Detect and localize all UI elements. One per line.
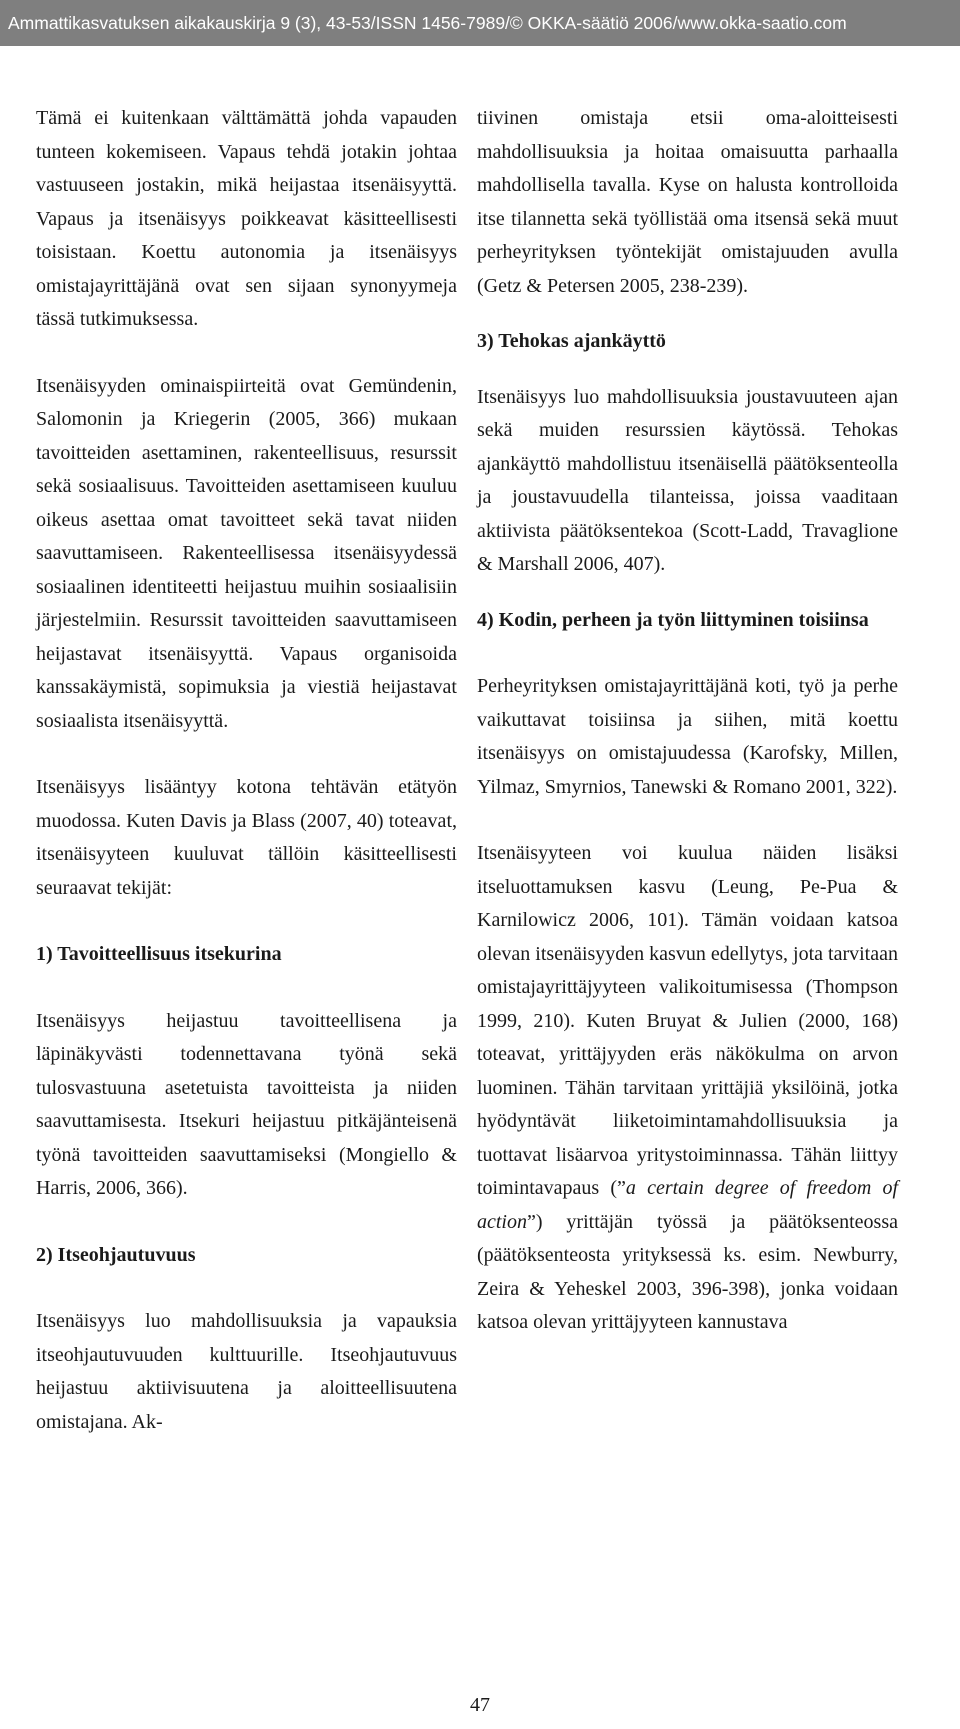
paragraph: Tämä ei kuitenkaan välttämättä johda vapauden tunteen kokemiseen. Vapaus tehdä jotakin johtaa vastuuseen jostakin, mikä heijastaa itsenäisyyttä. Vapaus ja itsenäisyys poikkeavat käsitteellisesti toisistaan. Koettu autonomia ja itsenäisyys omistajayrittäjänä ovat sen sijaan synonyymeja tässä tutkimuksessa.: [36, 107, 457, 330]
paragraph: Itsenäisyys heijastuu tavoitteellisena ja läpinäkyvästi todennettavana työnä sekä tulosvastuuna asetetuista tavoitteista ja niiden saavuttamisesta. Itsekuri heijastuu pitkäjänteisenä työnä tavoitteiden saavuttamiseksi (Mongiello & Harris, 2006, 366).: [36, 1009, 457, 1199]
right-column: [477, 102, 898, 1340]
left-column: [36, 102, 457, 1439]
quoted-phrase: a certain degree of freedom of action: [477, 1177, 898, 1233]
journal-header: Ammattikasvatuksen aikakauskirja 9 (3), 43-53/ISSN 1456-7989/© OKKA-säätiö 2006/www.okka-saatio.com: [0, 0, 960, 46]
text-run: ”) yrittäjän työssä ja päätöksenteossa (päätöksenteosta yrityksessä ks. esim. Newburry, Zeira & Yeheskel 2003, 396-398), jonka voidaan katsoa olevan yrittäjyyteen kannustava: [477, 1210, 898, 1333]
paragraph: tiivinen omistaja etsii oma-aloitteisesti mahdollisuuksia ja hoitaa omaisuutta parhaalla mahdollisella tavalla. Kyse on halusta kontrolloida itse tilannetta sekä työllistää oma itsensä sekä muut perheyrityksen työntekijät omistajuuden avulla (Getz & Petersen 2005, 238-239).: [477, 107, 898, 297]
section-heading: 3) Tehokas ajankäyttö: [477, 330, 666, 352]
paragraph: Itsenäisyys lisääntyy kotona tehtävän etätyön muodossa. Kuten Davis ja Blass (2007, 40) toteavat, itsenäisyyteen kuuluvat tällöin käsitteellisesti seuraavat tekijät:: [36, 776, 457, 899]
section-heading: 1) Tavoitteellisuus itsekurina: [36, 943, 282, 965]
paragraph: Itsenäisyys luo mahdollisuuksia joustavuuteen ajan sekä muiden resurssien käytössä. Tehokas ajankäyttö mahdollistuu itsenäisellä päätöksenteolla ja joustavuudella tilanteissa, joissa vaaditaan aktiivista päätöksentekoa (Scott-Ladd, Travaglione & Marshall 2006, 407).: [477, 385, 898, 575]
paragraph: [477, 837, 898, 1340]
paragraph: Perheyrityksen omistajayrittäjänä koti, työ ja perhe vaikuttavat toisiinsa ja siihen, mitä koettu itsenäisyys on omistajuudessa (Karofsky, Millen, Yilmaz, Smyrnios, Tanewski & Romano 2001, 322).: [477, 675, 898, 798]
paragraph: Itsenäisyys luo mahdollisuuksia ja vapauksia itseohjautuvuuden kulttuurille. Itseohjautuvuus heijastuu aktiivisuutena ja aloitteellisuutena omistajana. Ak-: [36, 1310, 457, 1433]
text-run: Itsenäisyyteen voi kuulua näiden lisäksi itseluottamuksen kasvu (Leung, Pe-Pua & Karnilowicz 2006, 101). Tämän voidaan katsoa olevan itsenäisyyden kasvun edellytys, jota tarvitaan omistajayrittäjyyteen valikoitumisessa (Thompson 1999, 210). Kuten Bruyat & Julien (2000, 168) toteavat, yrittäjyyden eräs näkökulma on arvon luominen. Tähän tarvitaan yrittäjiä yksilöinä, jotka hyödyntävät liiketoimintamahdollisuuksia ja tuottavat lisäarvoa yritystoiminnassa. Tähän liittyy toimintavapaus (”: [477, 842, 898, 1199]
page-number: 47: [470, 1694, 490, 1716]
section-heading: 4) Kodin, perheen ja työn liittyminen toisiinsa: [477, 608, 869, 631]
paragraph: Itsenäisyyden ominaispiirteitä ovat Gemündenin, Salomonin ja Kriegerin (2005, 366) mukaan tavoitteiden asettaminen, rakenteellisuus, resurssit sekä sosiaalisuus. Tavoitteiden asettamiseen kuuluu oikeus asettaa omat tavoitteet sekä tavat niiden saavuttamiseen. Rakenteellisessa itsenäisyydessä sosiaalinen identiteetti heijastuu muihin sosiaalisiin järjestelmiin. Resurssit tavoitteiden saavuttamiseen heijastavat itsenäisyyttä. Vapaus organisoida kanssakäymistä, sopimuksia ja viestiä heijastavat sosiaalista itsenäisyyttä.: [36, 374, 457, 732]
section-heading: 2) Itseohjautuvuus: [36, 1243, 196, 1266]
